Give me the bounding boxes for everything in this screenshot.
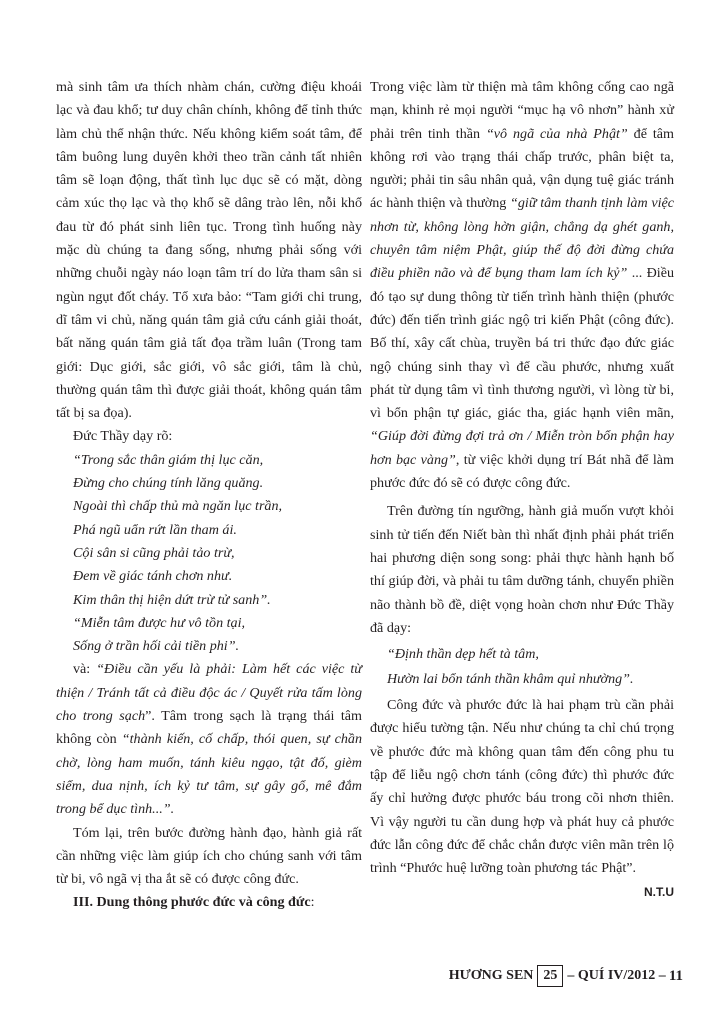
section-heading-colon: : [310, 894, 315, 911]
quote-run: “thành kiến, cố chấp, thói quen, sự chần chờ, lòng ham muốn, tánh kiêu ngạo, tật đố, gièm siểm, dua nịnh, ích kỷ tư tâm, sự gây gổ, mê đắm trong bể dục tình...”. [56, 731, 362, 818]
verse-block [370, 642, 674, 692]
magazine-name: HƯƠNG SEN [448, 968, 534, 983]
verse-line: Hườn lai bổn tánh thần khâm quỉ nhường”. [387, 671, 634, 688]
verse-line: Ngoài thì chấp thủ mà ngăn lục trần, [73, 498, 283, 515]
verse-line: “Trong sắc thân giám thị lục căn, [73, 451, 264, 468]
quote-run: “Điều cần yếu là phải: Làm hết các việc từ thiện / Tránh tất cả điều độc ác / Quyết rửa tấm lòng cho trong sạch [56, 661, 362, 725]
text-run: ”. Tâm trong sạch là trạng thái tâm không còn [56, 708, 362, 748]
quote-run: “vô ngã của nhà Phật” [485, 125, 628, 142]
paragraph [370, 76, 674, 495]
text-run: để tâm không rơi vào trạng thái chấp trước, phân biệt ta, người; phải tin sâu nhân quả, vận dụng tuệ giác tránh ác hành thiện và thường [370, 125, 674, 212]
paragraph: Trên đường tín ngưỡng, hành giả muốn vượt khỏi sinh tử tiến đến Niết bàn thì nhất định phải phát triển hai phương diện song song: phải thực hành hạnh bố thí giúp đời, và phải tu tâm dưỡng tánh, chuyển phiền não thành bồ đề, diệt vọng hoàn chơn như Đức Thầy đã dạy: [370, 503, 674, 636]
paragraph: Tóm lại, trên bước đường hành đạo, hành giả rất cần những việc làm giúp ích cho chúng sanh với tâm từ bi, vô ngã vị tha ắt sẽ có được công đức. [56, 824, 362, 888]
quote-run: “giữ tâm thanh tịnh làm việc nhơn từ, không lòng hờn giận, chẳng dạ ghét ganh, chuyên tâm niệm Phật, giúp thế độ đời đừng chứa điều phiền não và để bụng tham lam ích kỷ” [370, 195, 674, 282]
issue-label: – QUÍ IV/2012 – [567, 968, 666, 983]
left-column [56, 76, 362, 915]
section-heading-text: III. Dung thông phước đức và công đức [73, 894, 311, 911]
quote-run: “Giúp đời đừng đợi trả ơn / Miễn tròn bổn phận hay hơn bạc vàng” [370, 428, 674, 468]
text-run: và: [73, 661, 97, 678]
verse-line: Đừng cho chúng tính lăng quăng. [73, 475, 264, 492]
paragraph: mà sinh tâm ưa thích nhàm chán, cường điệu khoái lạc và đau khổ; tư duy chân chính, không để tỉnh thức làm chủ thể nhận thức. Nếu không kiểm soát tâm, để tâm buông lung duyên khởi theo trần cảnh tất nhiên tâm sẽ loạn động, thất tình lục dục sẽ có mặt, dòng cảm xúc thọ lạc và thọ khổ sẽ dâng trào lên, nỗi khổ đau từ đó phát sinh liên tục. Trong tình huống này mặc dù chúng ta đang sống, nhưng phải sống với những chuỗi ngày náo loạn tâm trí do lửa tham sân si ngùn ngụt đốt cháy. Tổ xưa bảo: “Tam giới chi trung, dĩ tâm vi chủ, năng quán tâm giả cứu cánh giải thoát, bất năng quán tâm giả tất đọa trầm luân (Trong tam giới: Dục giới, sắc giới, vô sắc giới, tâm là chủ, thường quán tâm thì được giải thoát, không quán tâm tất bị sa đọa). [56, 79, 362, 422]
text-run: , từ việc khởi dụng trí Bát nhã để làm phước đức đó sẽ có được công đức. [370, 451, 674, 492]
right-column [370, 76, 674, 903]
paragraph [56, 658, 362, 821]
verse-line: Đem về giác tánh chơn như. [73, 568, 233, 585]
verse-block [56, 449, 362, 659]
verse-line: Cội sân si cũng phải tảo trừ, [73, 544, 235, 561]
verse-line: Sống ở trần hối cải tiền phi”. [73, 638, 240, 655]
paragraph: Công đức và phước đức là hai phạm trù cần phải được hiểu tường tận. Nếu như chúng ta chỉ chú trọng về phước đức mà không quan tâm đến công phu tu tập để liễu ngộ chơn tánh (công đức) thì phước đức ấy chỉ hưởng được phước báu trong cõi nhơn thiên. Vì vậy người tu cần dung hợp và phát huy cả phước đức lẫn công đức để chắc chắn được viên mãn trên lộ trình “Phước huệ lưỡng toàn phương tác Phật”. [370, 697, 674, 877]
text-run: ... Điều đó tạo sự dung thông từ tiến trình hành thiện (phước đức) đến tiến trình giác ngộ tri kiến Phật (công đức). Bố thí, xây cất chùa, truyền bá tri thức đạo đức giác ngộ chúng sinh thay vì để cầu phước, nhưng xuất phát từ dụng tâm vì tình thương người, vì lòng từ bi, vì bổn phận tự giác, giác tha, giác hạnh viên mãn, [370, 265, 674, 422]
author-signature: N.T.U [644, 884, 674, 899]
section-page-number: 11 [668, 967, 683, 984]
paragraph: Đức Thầy dạy rõ: [73, 428, 173, 445]
verse-line: “Miễn tâm được hư vô tồn tại, [73, 614, 246, 631]
page-number-box: 25 [537, 965, 563, 987]
verse-line: “Định thần dẹp hết tà tâm, [387, 646, 539, 663]
section-heading [56, 891, 362, 914]
text-run: Trong việc làm từ thiện mà tâm không cống cao ngã mạn, khinh rẻ mọi người “mục hạ vô nhơn” hành xử phải trên tinh thần [370, 79, 674, 142]
page-footer [381, 964, 683, 988]
verse-line: Kim thân thị hiện dứt trừ tử sanh”. [73, 591, 271, 608]
verse-line: Phá ngũ uẩn rứt lần tham ái. [73, 521, 237, 538]
